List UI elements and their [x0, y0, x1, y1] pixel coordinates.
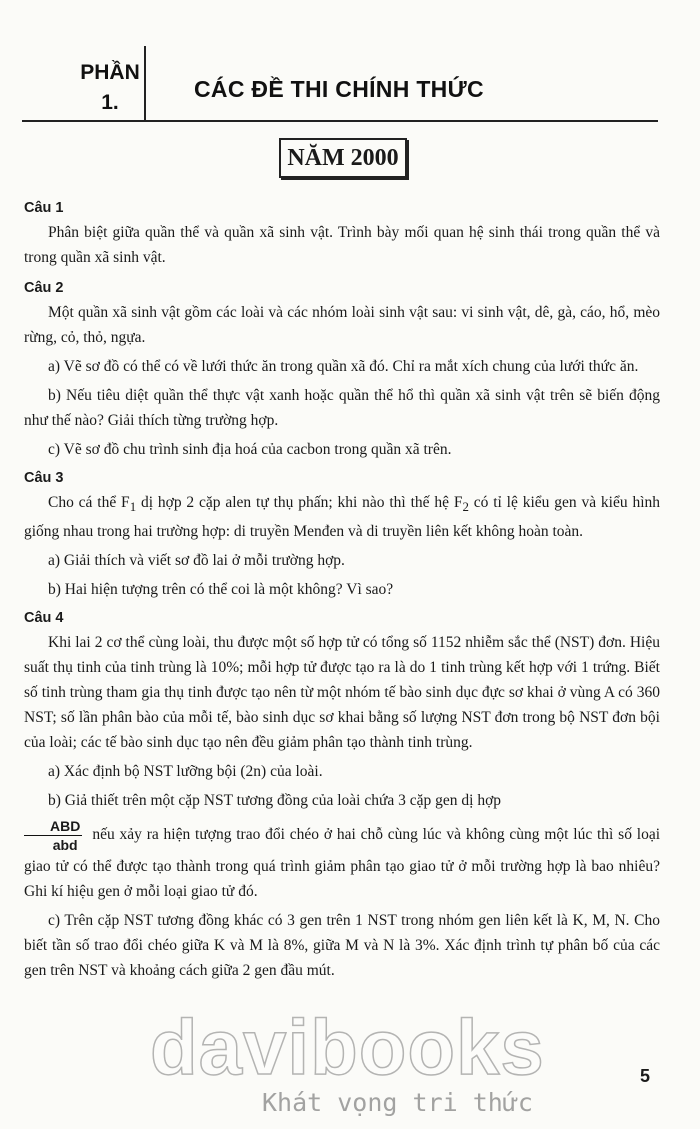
- page-header: [22, 30, 658, 122]
- question-1-text: Phân biệt giữa quần thể và quần xã sinh vật. Trình bày mối quan hệ sinh thái trong quần thể và trong quần xã sinh vật.: [24, 224, 660, 266]
- question-4-part-b: [24, 817, 660, 904]
- question-2-label: Câu 2: [24, 280, 64, 296]
- question-4-label: Câu 4: [24, 610, 64, 627]
- question-2-part-a: a) Vẽ sơ đồ có thể có về lưới thức ăn trong quần xã đó. Chỉ ra mắt xích chung của lưới thức ăn.: [48, 358, 639, 375]
- q3-subscript-2: 2: [462, 499, 469, 515]
- question-4-part-c: c) Trên cặp NST tương đồng khác có 3 gen trên 1 NST trong nhóm gen liên kết là K, M, N. Cho biết tần số trao đổi chéo giữa K và M là 8%, giữa M và N là 3%. Xác định trình tự phân bố của các gen trên NST và khoảng cách giữa 2 gen đầu mút.: [24, 912, 660, 980]
- q3-text-part2: dị hợp 2 cặp alen tự thụ phấn; khi nào thì thế hệ F: [136, 494, 463, 511]
- header-horizontal-rule: [22, 120, 658, 122]
- section-title: CÁC ĐỀ THI CHÍNH THỨC: [194, 76, 484, 102]
- q3-subscript-1: 1: [129, 499, 137, 515]
- question-4-part-b-intro: b) Giả thiết trên một cặp NST tương đồng của loài chứa 3 cặp gen dị hợp: [48, 792, 502, 810]
- part-label-line1: PHẦN: [80, 61, 140, 84]
- watermark-logo: davibooks: [150, 1003, 545, 1091]
- genotype-fraction: [24, 817, 82, 854]
- question-2-part-b: b) Nếu tiêu diệt quần thể thực vật xanh hoặc quần thể hổ thì quần xã sinh vật trên sẽ biến động như thế nào? Giải thích từng trường hợp.: [24, 387, 660, 429]
- year-title: NĂM 2000: [287, 144, 399, 171]
- fraction-numerator: ABD: [24, 817, 82, 836]
- part-label-line2: 1.: [101, 91, 119, 114]
- page-number: 5: [640, 1066, 651, 1086]
- q3-text-part1: Cho cá thể F: [48, 494, 130, 511]
- question-4-part-a: a) Xác định bộ NST lưỡng bội (2n) của loài.: [48, 763, 323, 781]
- question-1-label: Câu 1: [24, 200, 64, 216]
- question-3-part-b: b) Hai hiện tượng trên có thể coi là một không? Vì sao?: [48, 581, 394, 599]
- question-4-part-b-text: nếu xảy ra hiện tượng trao đổi chéo ở hai chỗ cùng lúc và không cùng một lúc thì số loại giao tử có thể được tạo thành trong quá trình giảm phân tạo giao tử ở mỗi trường hợp là bao nhiêu? Ghi kí hiệu gen ở mỗi loại giao tử đó.: [24, 826, 660, 901]
- question-4-text: Khi lai 2 cơ thể cùng loài, thu được một số hợp tử có tổng số 1152 nhiễm sắc thể (NST) đơn. Hiệu suất thụ tinh của tinh trùng là 10%; mỗi hợp tử được tạo ra là do 1 tinh trùng kết hợp với 1 trứng. Biết số tinh trùng tham gia thụ tinh được tạo nên từ một nhóm tế bào sinh dục đực sơ khai ở vùng A có 360 NST; số lần phân bào của mỗi tế, bào sinh dục sơ khai bằng số lượng NST đơn trong bộ NST đơn bội của loài; các tế bào sinh dục tạo nên đều giảm phân tạo thành tinh trùng.: [24, 634, 660, 752]
- exam-content: [24, 196, 660, 987]
- q3-text-part3: có tỉ lệ kiểu gen và kiểu hình giống nhau trong hai trường hợp: di truyền Menđen và di truyền liên kết không hoàn toàn.: [24, 494, 661, 541]
- question-3-text: [24, 490, 660, 544]
- header-vertical-rule: [144, 46, 146, 120]
- question-2-text: Một quần xã sinh vật gồm các loài và các nhóm loài sinh vật sau: vi sinh vật, dê, gà, cáo, hổ, mèo rừng, cỏ, thỏ, ngựa.: [24, 304, 660, 346]
- question-2-part-c: c) Vẽ sơ đồ chu trình sinh địa hoá của cacbon trong quần xã trên.: [48, 441, 452, 458]
- watermark-tagline: Khát vọng tri thức: [262, 1088, 533, 1117]
- part-label: [70, 58, 150, 118]
- question-3-part-a: a) Giải thích và viết sơ đồ lai ở mỗi trường hợp.: [48, 552, 345, 570]
- question-3-label: Câu 3: [24, 470, 64, 486]
- fraction-denominator: abd: [52, 837, 78, 854]
- year-title-box: [279, 138, 407, 178]
